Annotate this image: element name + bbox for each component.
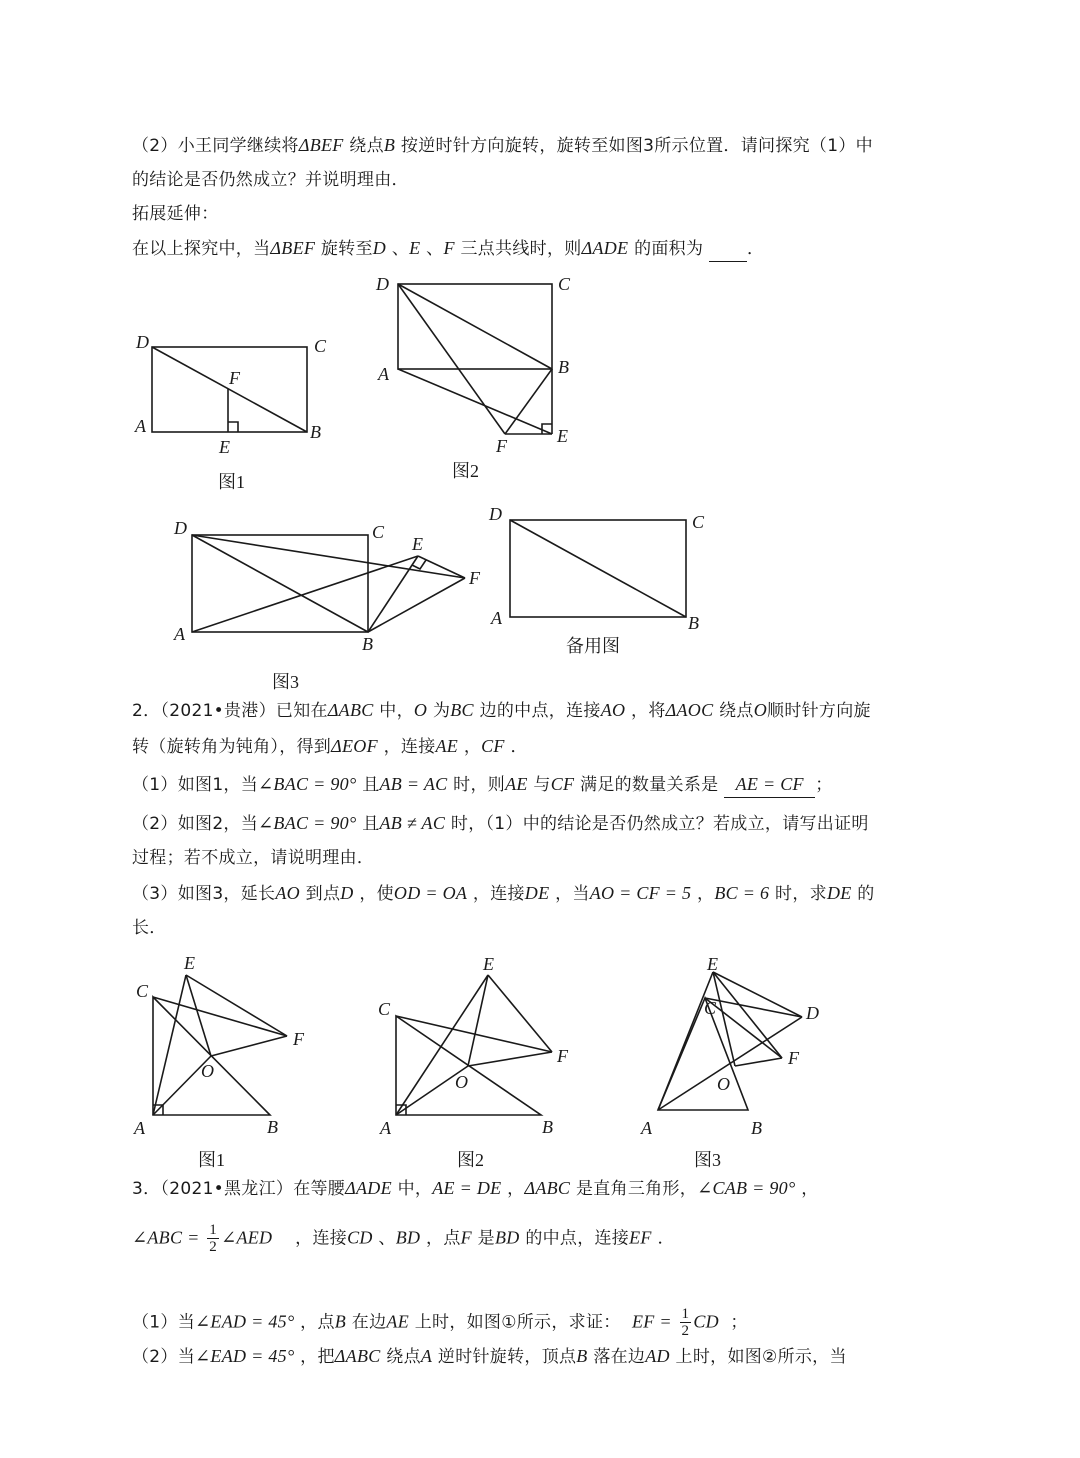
right-angle-mark	[228, 422, 238, 432]
text: 中，	[379, 701, 414, 721]
text: 的	[857, 884, 875, 904]
segment-ef	[488, 975, 552, 1052]
label-a: A	[378, 364, 389, 384]
text: 、	[391, 239, 410, 259]
text: ．	[510, 737, 528, 757]
figure-q2-3	[640, 954, 819, 1170]
caption: 图1	[218, 472, 245, 492]
label-a: A	[380, 1118, 391, 1138]
text: 时，求	[775, 884, 827, 904]
math: BD	[395, 1227, 421, 1248]
math: DE	[826, 883, 852, 903]
text: 在以上探究中，当	[132, 239, 271, 259]
caption: 图2	[457, 1150, 484, 1170]
math: AE	[386, 1311, 409, 1332]
text: 顺时针方向旋	[767, 701, 871, 721]
text: 的面积为	[634, 239, 704, 259]
frac-den: 2	[209, 1239, 218, 1255]
math: F	[460, 1227, 472, 1248]
label-e: E	[557, 426, 568, 446]
text: （2）当	[132, 1347, 196, 1367]
math: ΔEOF	[331, 736, 378, 756]
text: 中，	[397, 1179, 433, 1199]
answer-value: AE = CF	[735, 774, 804, 794]
math: A	[420, 1346, 433, 1366]
math: AB ≠ AC	[379, 813, 446, 833]
text: ，连接	[295, 1228, 348, 1249]
caption: 图1	[198, 1150, 225, 1170]
math: ∠ABC =	[132, 1227, 200, 1248]
math: EF =	[631, 1311, 672, 1332]
math: ∠EAD = 45°	[195, 1346, 295, 1366]
math: CD	[347, 1227, 373, 1248]
segment-ae	[396, 975, 488, 1115]
text: 绕点	[386, 1347, 421, 1367]
text: 2．（2021•贵港）已知在	[132, 701, 328, 721]
text: ，点	[300, 1312, 335, 1333]
text: 绕点	[719, 701, 754, 721]
text: ，点	[426, 1228, 461, 1249]
label-c: C	[314, 336, 327, 356]
text: 到点	[305, 884, 341, 904]
text: ；	[815, 775, 833, 795]
math: AO	[600, 700, 626, 720]
text: （3）如图3，延长	[132, 884, 276, 904]
label-b: B	[558, 357, 569, 377]
label-c: C	[136, 981, 149, 1001]
label-f: F	[496, 436, 507, 456]
math-tri-bef: ΔBEF	[270, 238, 316, 258]
text: （1）如图1，当	[132, 775, 259, 795]
text: ．	[746, 239, 765, 259]
label-f: F	[788, 1048, 799, 1068]
label-e: E	[184, 953, 195, 973]
label-b: B	[267, 1117, 278, 1137]
segment-ae	[192, 556, 418, 632]
text: ．	[657, 1228, 675, 1249]
segment-ed	[713, 972, 802, 1017]
text: ；	[730, 1312, 748, 1333]
frac-num: 1	[209, 1222, 218, 1238]
text: 转（旋转角为钝角），得到	[132, 737, 332, 757]
label-d: D	[806, 1003, 819, 1023]
figure-q2-2	[378, 954, 569, 1170]
label-b: B	[542, 1117, 553, 1137]
segment-db	[510, 520, 686, 617]
text: 过程；若不成立，请说明理由．	[132, 848, 375, 868]
label-b: B	[688, 613, 699, 633]
caption: 图3	[272, 672, 299, 692]
text: ，	[801, 1179, 819, 1199]
math: AO	[275, 883, 300, 903]
text: 、	[378, 1228, 396, 1249]
label-f: F	[469, 568, 480, 588]
label-a: A	[135, 416, 146, 436]
math: ∠AED	[221, 1227, 273, 1248]
text: 按逆时针方向旋转，旋转至如图3所示位置．请问探究（1）中	[400, 136, 873, 156]
math: AE = DE	[432, 1178, 502, 1198]
text: （2）小王同学继续将	[132, 136, 299, 156]
text: 边的中点，连接	[479, 701, 601, 721]
label-f: F	[293, 1029, 304, 1049]
figure-spare	[488, 504, 705, 656]
math-tri-ade: ΔADE	[581, 238, 629, 258]
label-a: A	[641, 1118, 652, 1138]
segment-oe	[468, 975, 488, 1066]
label-e: E	[483, 954, 494, 974]
math: BD	[494, 1227, 520, 1248]
text: 是直角三角形，	[575, 1179, 698, 1199]
text: ，使	[359, 884, 394, 904]
text: 上时，如图①所示，求证：	[414, 1312, 621, 1333]
label-o: O	[201, 1061, 214, 1081]
text: （1）当	[132, 1312, 196, 1333]
text: 3．（2021•黑龙江）在等腰	[132, 1179, 346, 1199]
text: 三点共线时，则	[460, 239, 582, 259]
math: CF	[481, 736, 505, 756]
math-point-e: E	[409, 238, 421, 258]
text: ，把	[300, 1347, 335, 1367]
math: AE	[435, 736, 459, 756]
text: 且	[362, 814, 380, 834]
math-point-f: F	[443, 238, 455, 258]
text: 与	[533, 775, 551, 795]
label-e: E	[412, 534, 423, 554]
math: CF	[550, 774, 575, 794]
text: 的结论是否仍然成立？并说明理由．	[132, 170, 409, 190]
math: O	[413, 700, 428, 720]
label-c: C	[558, 274, 571, 294]
triangle-abc	[658, 998, 748, 1110]
math: ΔAOC	[665, 700, 714, 720]
label-e: E	[219, 437, 230, 457]
heading: 拓展延伸：	[132, 204, 219, 224]
label-f: F	[557, 1046, 568, 1066]
label-e: E	[707, 954, 718, 974]
label-a: A	[491, 608, 502, 628]
math: AD	[645, 1346, 670, 1366]
segment-ae	[658, 972, 713, 1110]
segment-cf	[396, 1016, 552, 1052]
math: AE	[505, 774, 528, 794]
text: 在边	[351, 1312, 387, 1333]
segment-of	[211, 1036, 287, 1056]
label-f: F	[229, 368, 240, 388]
text: ，连接	[383, 737, 436, 757]
label-a: A	[174, 624, 185, 644]
figure-top-3	[173, 518, 481, 692]
figure-top-2	[375, 274, 571, 481]
math: ∠BAC = 90°	[258, 774, 357, 794]
segment-ef	[186, 975, 287, 1036]
math: CD	[693, 1311, 719, 1332]
math: ∠EAD = 45°	[195, 1311, 295, 1332]
text: ，当	[555, 884, 590, 904]
math: B	[334, 1311, 347, 1332]
figure-top-1	[134, 332, 327, 492]
segment-bf	[368, 578, 465, 632]
math: AO = CF = 5	[589, 883, 692, 903]
text: 绕点	[349, 136, 384, 156]
label-b: B	[751, 1118, 762, 1138]
math: DE	[524, 883, 550, 903]
label-d: D	[174, 518, 187, 538]
text: ，将	[631, 701, 666, 721]
text: 、	[426, 239, 444, 259]
segment-of	[735, 1058, 782, 1066]
segment-cd	[705, 998, 802, 1017]
text: 时，（1）中的结论是否仍然成立？若成立，请写出证明	[450, 814, 869, 834]
text: 落在边	[593, 1347, 646, 1367]
text: ，	[507, 1179, 525, 1199]
segment-ad	[658, 1017, 802, 1110]
text: 是	[477, 1228, 495, 1249]
label-d: D	[489, 504, 502, 524]
caption: 备用图	[566, 636, 620, 656]
math: ΔADE	[345, 1178, 392, 1198]
text: ，连接	[472, 884, 525, 904]
figure-q2-1	[133, 953, 305, 1170]
segment-df	[192, 535, 465, 578]
frac-den: 2	[681, 1323, 690, 1339]
label-a: A	[134, 1118, 145, 1138]
math: BC = 6	[714, 883, 770, 903]
label-o: O	[717, 1074, 730, 1094]
text: 满足的数量关系是	[580, 775, 719, 795]
text: ，	[697, 884, 715, 904]
math-point-b: B	[383, 135, 396, 155]
math: OD = OA	[393, 883, 468, 903]
label-o: O	[455, 1072, 468, 1092]
label-c: C	[704, 998, 717, 1018]
frac-num: 1	[681, 1306, 690, 1322]
math-tri-bef: ΔBEF	[298, 135, 344, 155]
segment-ae	[153, 975, 186, 1115]
text: 为	[432, 701, 451, 721]
math: ΔABC	[524, 1178, 571, 1198]
label-d: D	[376, 274, 389, 294]
math-point-d: D	[372, 238, 387, 258]
text: 上时，如图②所示，当	[675, 1347, 847, 1367]
math: D	[340, 883, 354, 903]
label-c: C	[378, 999, 391, 1019]
label-d: D	[136, 332, 149, 352]
label-b: B	[362, 634, 373, 654]
math: O	[753, 700, 768, 720]
text: 时，则	[453, 775, 506, 795]
math: BC	[450, 700, 474, 720]
math: B	[576, 1346, 588, 1366]
math: ΔABC	[334, 1346, 381, 1366]
segment-of	[468, 1052, 552, 1066]
caption: 图3	[694, 1150, 721, 1170]
text: 逆时针旋转，顶点	[437, 1347, 577, 1367]
text: 的中点，连接	[525, 1228, 630, 1249]
text: 长．	[132, 918, 167, 938]
math: AB = AC	[379, 774, 448, 794]
segment-db	[398, 284, 552, 369]
caption: 图2	[452, 461, 479, 481]
math: ∠BAC = 90°	[258, 813, 357, 833]
segment-df	[398, 284, 505, 434]
label-c: C	[692, 512, 705, 532]
math: EF	[629, 1227, 652, 1248]
math: ∠CAB = 90°	[697, 1178, 796, 1198]
text: 旋转至	[320, 239, 373, 259]
text: （2）如图2，当	[132, 814, 259, 834]
math: ΔABC	[327, 700, 374, 720]
label-c: C	[372, 522, 385, 542]
segment-db	[152, 347, 307, 432]
label-b: B	[310, 422, 321, 442]
text: 且	[362, 775, 380, 795]
text: ，	[463, 737, 482, 757]
